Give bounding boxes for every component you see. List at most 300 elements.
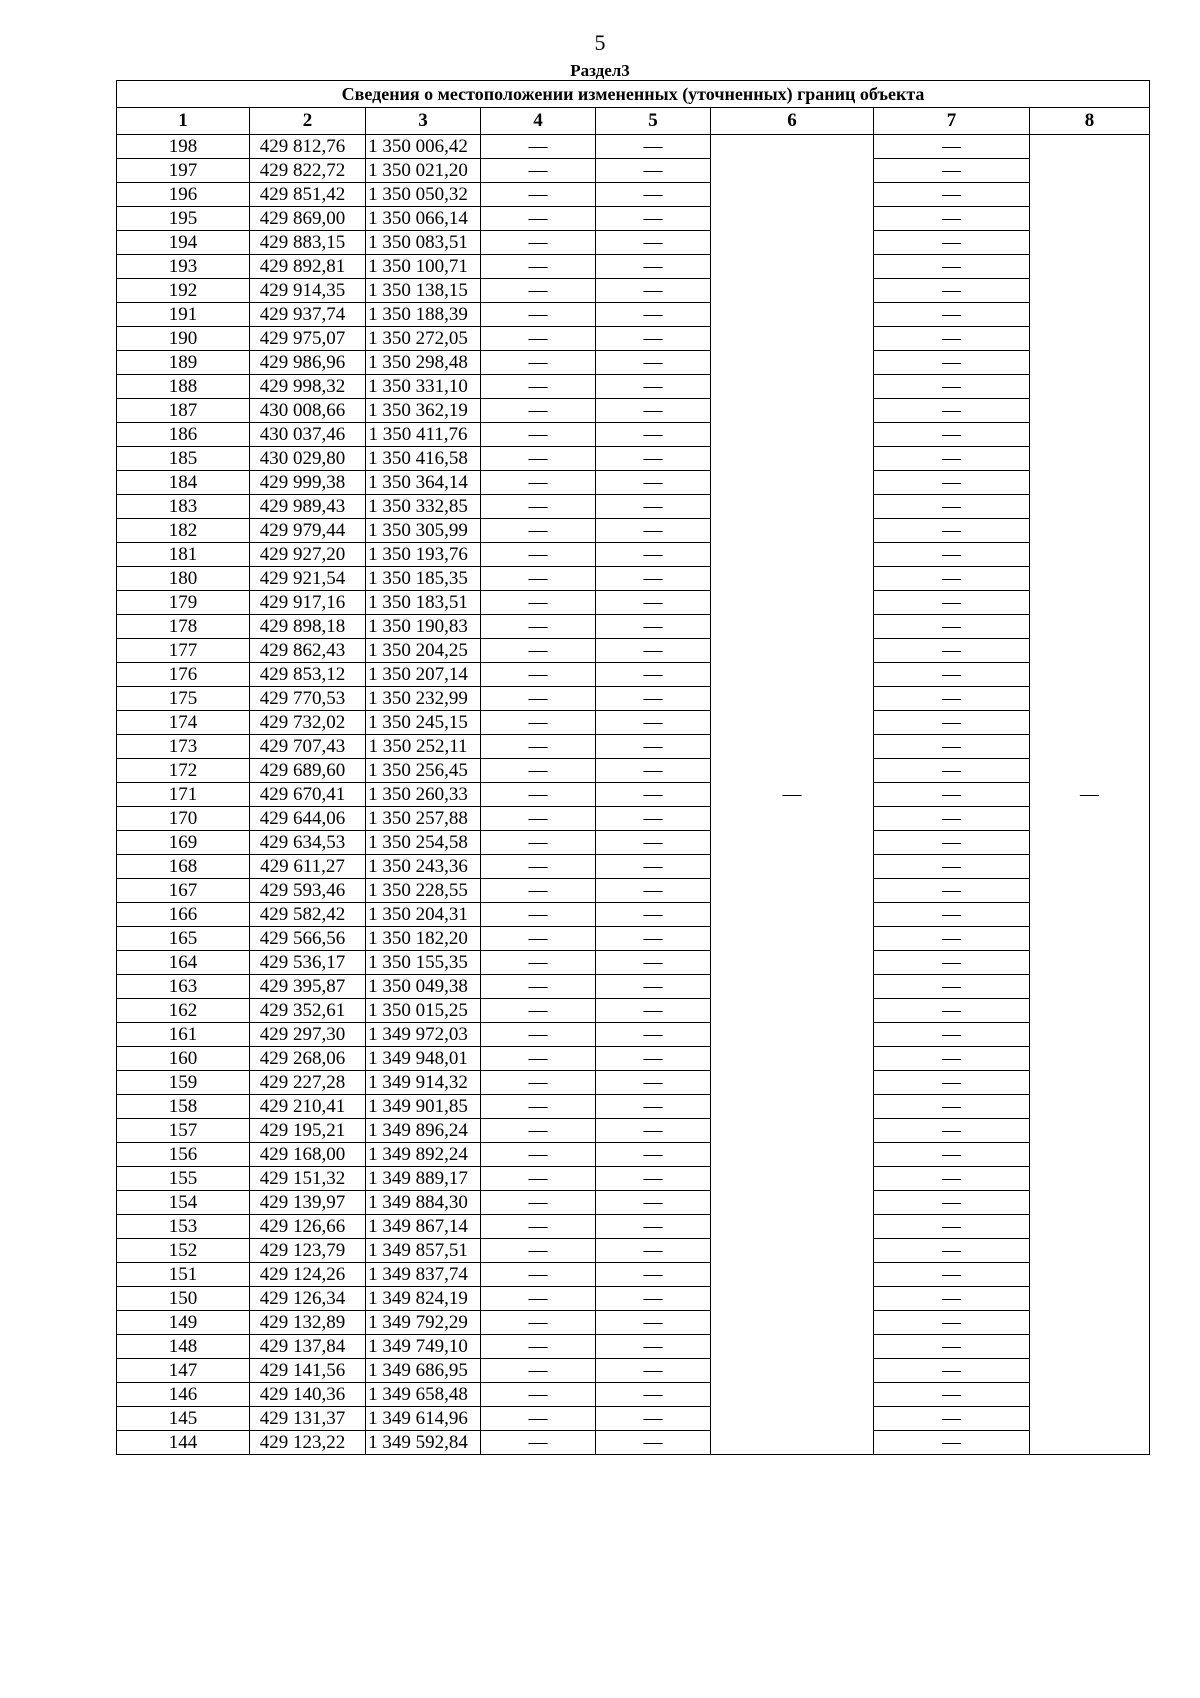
table-row [117, 135, 1150, 159]
x-coordinate-cell: 429 151,32 [250, 1167, 366, 1191]
column-5-dash-cell: — [596, 399, 711, 423]
x-coordinate-cell: 429 914,35 [250, 279, 366, 303]
column-4-dash-cell: — [481, 1023, 596, 1047]
table-row [117, 231, 1150, 255]
x-coordinate-cell: 429 352,61 [250, 999, 366, 1023]
column-7-dash-cell: — [874, 591, 1030, 615]
column-7-dash-cell: — [874, 135, 1030, 159]
point-number-cell: 165 [117, 927, 250, 951]
column-number: 7 [874, 108, 1030, 135]
column-number: 5 [596, 108, 711, 135]
column-7-dash-cell: — [874, 999, 1030, 1023]
point-number-cell: 174 [117, 711, 250, 735]
column-5-dash-cell: — [596, 567, 711, 591]
y-coordinate-cell: 1 350 050,32 [366, 183, 481, 207]
column-7-dash-cell: — [874, 159, 1030, 183]
x-coordinate-cell: 429 989,43 [250, 495, 366, 519]
x-coordinate-cell: 429 999,38 [250, 471, 366, 495]
column-7-dash-cell: — [874, 1383, 1030, 1407]
x-coordinate-cell: 429 123,22 [250, 1431, 366, 1455]
table-row [117, 615, 1150, 639]
column-4-dash-cell: — [481, 951, 596, 975]
column-7-dash-cell: — [874, 279, 1030, 303]
point-number-cell: 195 [117, 207, 250, 231]
column-4-dash-cell: — [481, 807, 596, 831]
x-coordinate-cell: 429 141,56 [250, 1359, 366, 1383]
y-coordinate-cell: 1 350 232,99 [366, 687, 481, 711]
x-coordinate-cell: 429 566,56 [250, 927, 366, 951]
column-7-dash-cell: — [874, 255, 1030, 279]
point-number-cell: 160 [117, 1047, 250, 1071]
x-coordinate-cell: 429 137,84 [250, 1335, 366, 1359]
column-7-dash-cell: — [874, 903, 1030, 927]
column-7-dash-cell: — [874, 519, 1030, 543]
x-coordinate-cell: 429 126,66 [250, 1215, 366, 1239]
column-7-dash-cell: — [874, 1263, 1030, 1287]
x-coordinate-cell: 429 611,27 [250, 855, 366, 879]
column-4-dash-cell: — [481, 855, 596, 879]
point-number-cell: 191 [117, 303, 250, 327]
column-7-dash-cell: — [874, 831, 1030, 855]
table-row [117, 1431, 1150, 1455]
column-7-dash-cell: — [874, 759, 1030, 783]
column-5-dash-cell: — [596, 1119, 711, 1143]
point-number-cell: 162 [117, 999, 250, 1023]
table-row [117, 1095, 1150, 1119]
y-coordinate-cell: 1 350 049,38 [366, 975, 481, 999]
column-5-dash-cell: — [596, 351, 711, 375]
column-5-dash-cell: — [596, 1407, 711, 1431]
point-number-cell: 146 [117, 1383, 250, 1407]
column-5-dash-cell: — [596, 975, 711, 999]
point-number-cell: 155 [117, 1167, 250, 1191]
column-4-dash-cell: — [481, 1095, 596, 1119]
y-coordinate-cell: 1 349 892,24 [366, 1143, 481, 1167]
y-coordinate-cell: 1 350 190,83 [366, 615, 481, 639]
x-coordinate-cell: 429 892,81 [250, 255, 366, 279]
column-5-dash-cell: — [596, 879, 711, 903]
point-number-cell: 181 [117, 543, 250, 567]
table-row [117, 1143, 1150, 1167]
column-7-dash-cell: — [874, 1335, 1030, 1359]
column-5-dash-cell: — [596, 159, 711, 183]
table-row [117, 663, 1150, 687]
column-7-dash-cell: — [874, 399, 1030, 423]
section-label: Раздел3 [570, 61, 630, 80]
column-5-dash-cell: — [596, 1047, 711, 1071]
table-row [117, 999, 1150, 1023]
x-coordinate-cell: 429 853,12 [250, 663, 366, 687]
y-coordinate-cell: 1 349 884,30 [366, 1191, 481, 1215]
table-row [117, 159, 1150, 183]
y-coordinate-cell: 1 350 083,51 [366, 231, 481, 255]
point-number-cell: 194 [117, 231, 250, 255]
y-coordinate-cell: 1 350 138,15 [366, 279, 481, 303]
table-row [117, 1071, 1150, 1095]
table-row [117, 399, 1150, 423]
column-5-dash-cell: — [596, 735, 711, 759]
column-4-dash-cell: — [481, 663, 596, 687]
column-7-dash-cell: — [874, 927, 1030, 951]
column-5-dash-cell: — [596, 903, 711, 927]
column-4-dash-cell: — [481, 1215, 596, 1239]
point-number-cell: 158 [117, 1095, 250, 1119]
column-5-dash-cell: — [596, 1167, 711, 1191]
y-coordinate-cell: 1 350 254,58 [366, 831, 481, 855]
point-number-cell: 196 [117, 183, 250, 207]
point-number-cell: 188 [117, 375, 250, 399]
table-row [117, 927, 1150, 951]
y-coordinate-cell: 1 349 824,19 [366, 1287, 481, 1311]
table-row [117, 1023, 1150, 1047]
y-coordinate-cell: 1 349 972,03 [366, 1023, 481, 1047]
column-5-dash-cell: — [596, 687, 711, 711]
column-7-dash-cell: — [874, 855, 1030, 879]
column-4-dash-cell: — [481, 783, 596, 807]
column-4-dash-cell: — [481, 759, 596, 783]
column-7-dash-cell: — [874, 1431, 1030, 1455]
column-4-dash-cell: — [481, 303, 596, 327]
column-5-dash-cell: — [596, 783, 711, 807]
column-5-dash-cell: — [596, 1263, 711, 1287]
y-coordinate-cell: 1 350 256,45 [366, 759, 481, 783]
column-7-dash-cell: — [874, 207, 1030, 231]
column-4-dash-cell: — [481, 1071, 596, 1095]
column-7-dash-cell: — [874, 327, 1030, 351]
y-coordinate-cell: 1 349 749,10 [366, 1335, 481, 1359]
column-5-dash-cell: — [596, 327, 711, 351]
column-5-dash-cell: — [596, 1335, 711, 1359]
x-coordinate-cell: 429 124,26 [250, 1263, 366, 1287]
column-7-dash-cell: — [874, 639, 1030, 663]
table-row [117, 1047, 1150, 1071]
x-coordinate-cell: 429 670,41 [250, 783, 366, 807]
boundary-coordinates-table [116, 80, 1150, 1455]
column-7-dash-cell: — [874, 303, 1030, 327]
table-row [117, 831, 1150, 855]
y-coordinate-cell: 1 350 006,42 [366, 135, 481, 159]
column-7-dash-cell: — [874, 735, 1030, 759]
y-coordinate-cell: 1 349 914,32 [366, 1071, 481, 1095]
column-7-dash-cell: — [874, 975, 1030, 999]
x-coordinate-cell: 430 029,80 [250, 447, 366, 471]
column-number: 4 [481, 108, 596, 135]
y-coordinate-cell: 1 349 896,24 [366, 1119, 481, 1143]
table-row [117, 855, 1150, 879]
point-number-cell: 169 [117, 831, 250, 855]
y-coordinate-cell: 1 350 100,71 [366, 255, 481, 279]
point-number-cell: 164 [117, 951, 250, 975]
column-5-dash-cell: — [596, 495, 711, 519]
y-coordinate-cell: 1 350 204,31 [366, 903, 481, 927]
point-number-cell: 153 [117, 1215, 250, 1239]
column-7-dash-cell: — [874, 1095, 1030, 1119]
column-7-dash-cell: — [874, 1023, 1030, 1047]
point-number-cell: 183 [117, 495, 250, 519]
column-7-dash-cell: — [874, 1311, 1030, 1335]
table-row [117, 1215, 1150, 1239]
table-row [117, 351, 1150, 375]
column-5-dash-cell: — [596, 1143, 711, 1167]
y-coordinate-cell: 1 349 901,85 [366, 1095, 481, 1119]
point-number-cell: 150 [117, 1287, 250, 1311]
table-row [117, 783, 1150, 807]
column-4-dash-cell: — [481, 687, 596, 711]
point-number-cell: 193 [117, 255, 250, 279]
column-4-dash-cell: — [481, 711, 596, 735]
point-number-cell: 156 [117, 1143, 250, 1167]
y-coordinate-cell: 1 349 857,51 [366, 1239, 481, 1263]
y-coordinate-cell: 1 350 021,20 [366, 159, 481, 183]
y-coordinate-cell: 1 350 364,14 [366, 471, 481, 495]
column-4-dash-cell: — [481, 567, 596, 591]
column-4-dash-cell: — [481, 255, 596, 279]
table-row [117, 375, 1150, 399]
y-coordinate-cell: 1 349 867,14 [366, 1215, 481, 1239]
y-coordinate-cell: 1 349 889,17 [366, 1167, 481, 1191]
point-number-cell: 168 [117, 855, 250, 879]
column-5-dash-cell: — [596, 807, 711, 831]
column-7-dash-cell: — [874, 615, 1030, 639]
table-row [117, 447, 1150, 471]
point-number-cell: 192 [117, 279, 250, 303]
column-4-dash-cell: — [481, 615, 596, 639]
point-number-cell: 144 [117, 1431, 250, 1455]
x-coordinate-cell: 429 883,15 [250, 231, 366, 255]
x-coordinate-cell: 429 770,53 [250, 687, 366, 711]
x-coordinate-cell: 429 644,06 [250, 807, 366, 831]
table-row [117, 543, 1150, 567]
y-coordinate-cell: 1 350 183,51 [366, 591, 481, 615]
column-5-dash-cell: — [596, 615, 711, 639]
column-4-dash-cell: — [481, 639, 596, 663]
table-row [117, 1263, 1150, 1287]
point-number-cell: 161 [117, 1023, 250, 1047]
point-number-cell: 170 [117, 807, 250, 831]
table-row [117, 471, 1150, 495]
x-coordinate-cell: 429 986,96 [250, 351, 366, 375]
table-row [117, 1335, 1150, 1359]
column-5-dash-cell: — [596, 1383, 711, 1407]
column-4-dash-cell: — [481, 351, 596, 375]
column-7-dash-cell: — [874, 1191, 1030, 1215]
column-7-dash-cell: — [874, 1359, 1030, 1383]
point-number-cell: 172 [117, 759, 250, 783]
x-coordinate-cell: 429 812,76 [250, 135, 366, 159]
column-7-dash-cell: — [874, 447, 1030, 471]
column-5-dash-cell: — [596, 183, 711, 207]
x-coordinate-cell: 429 126,34 [250, 1287, 366, 1311]
point-number-cell: 189 [117, 351, 250, 375]
column-4-dash-cell: — [481, 423, 596, 447]
x-coordinate-cell: 429 979,44 [250, 519, 366, 543]
table-row [117, 495, 1150, 519]
y-coordinate-cell: 1 349 614,96 [366, 1407, 481, 1431]
column-4-dash-cell: — [481, 231, 596, 255]
x-coordinate-cell: 429 732,02 [250, 711, 366, 735]
column-5-dash-cell: — [596, 1287, 711, 1311]
column-5-dash-cell: — [596, 1191, 711, 1215]
column-4-dash-cell: — [481, 1335, 596, 1359]
x-coordinate-cell: 429 937,74 [250, 303, 366, 327]
point-number-cell: 182 [117, 519, 250, 543]
table-caption: Сведения о местоположении измененных (уточненных) границ объекта [117, 81, 1150, 108]
point-number-cell: 148 [117, 1335, 250, 1359]
point-number-cell: 149 [117, 1311, 250, 1335]
table-row [117, 1119, 1150, 1143]
column-5-dash-cell: — [596, 1095, 711, 1119]
point-number-cell: 184 [117, 471, 250, 495]
table-row [117, 639, 1150, 663]
column-7-dash-cell: — [874, 1047, 1030, 1071]
column-5-dash-cell: — [596, 951, 711, 975]
x-coordinate-cell: 429 297,30 [250, 1023, 366, 1047]
table-row [117, 183, 1150, 207]
y-coordinate-cell: 1 350 155,35 [366, 951, 481, 975]
y-coordinate-cell: 1 350 260,33 [366, 783, 481, 807]
column-5-dash-cell: — [596, 711, 711, 735]
column-6-merged-dash-cell: — [711, 135, 874, 1455]
point-number-cell: 186 [117, 423, 250, 447]
y-coordinate-cell: 1 350 185,35 [366, 567, 481, 591]
column-number: 6 [711, 108, 874, 135]
column-number: 1 [117, 108, 250, 135]
column-5-dash-cell: — [596, 927, 711, 951]
column-5-dash-cell: — [596, 1239, 711, 1263]
y-coordinate-cell: 1 350 331,10 [366, 375, 481, 399]
point-number-cell: 166 [117, 903, 250, 927]
column-4-dash-cell: — [481, 999, 596, 1023]
column-5-dash-cell: — [596, 303, 711, 327]
x-coordinate-cell: 429 582,42 [250, 903, 366, 927]
y-coordinate-cell: 1 350 411,76 [366, 423, 481, 447]
column-5-dash-cell: — [596, 519, 711, 543]
column-5-dash-cell: — [596, 231, 711, 255]
point-number-cell: 190 [117, 327, 250, 351]
column-7-dash-cell: — [874, 471, 1030, 495]
x-coordinate-cell: 429 132,89 [250, 1311, 366, 1335]
y-coordinate-cell: 1 350 182,20 [366, 927, 481, 951]
point-number-cell: 173 [117, 735, 250, 759]
column-7-dash-cell: — [874, 1239, 1030, 1263]
column-4-dash-cell: — [481, 135, 596, 159]
x-coordinate-cell: 430 008,66 [250, 399, 366, 423]
column-4-dash-cell: — [481, 1287, 596, 1311]
table-row [117, 1359, 1150, 1383]
y-coordinate-cell: 1 349 658,48 [366, 1383, 481, 1407]
y-coordinate-cell: 1 350 228,55 [366, 879, 481, 903]
column-5-dash-cell: — [596, 279, 711, 303]
column-7-dash-cell: — [874, 351, 1030, 375]
column-5-dash-cell: — [596, 591, 711, 615]
x-coordinate-cell: 429 593,46 [250, 879, 366, 903]
point-number-cell: 198 [117, 135, 250, 159]
column-number: 2 [250, 108, 366, 135]
table-row [117, 879, 1150, 903]
point-number-cell: 197 [117, 159, 250, 183]
x-coordinate-cell: 429 227,28 [250, 1071, 366, 1095]
table-row [117, 807, 1150, 831]
table-row [117, 951, 1150, 975]
column-4-dash-cell: — [481, 1167, 596, 1191]
column-4-dash-cell: — [481, 1239, 596, 1263]
x-coordinate-cell: 429 707,43 [250, 735, 366, 759]
y-coordinate-cell: 1 350 305,99 [366, 519, 481, 543]
x-coordinate-cell: 429 921,54 [250, 567, 366, 591]
point-number-cell: 171 [117, 783, 250, 807]
table-row [117, 207, 1150, 231]
table-row [117, 711, 1150, 735]
column-7-dash-cell: — [874, 1167, 1030, 1191]
column-4-dash-cell: — [481, 927, 596, 951]
column-7-dash-cell: — [874, 495, 1030, 519]
column-7-dash-cell: — [874, 1287, 1030, 1311]
column-4-dash-cell: — [481, 327, 596, 351]
x-coordinate-cell: 429 927,20 [250, 543, 366, 567]
column-4-dash-cell: — [481, 975, 596, 999]
column-5-dash-cell: — [596, 1359, 711, 1383]
point-number-cell: 187 [117, 399, 250, 423]
x-coordinate-cell: 429 195,21 [250, 1119, 366, 1143]
column-7-dash-cell: — [874, 807, 1030, 831]
column-5-dash-cell: — [596, 1215, 711, 1239]
column-5-dash-cell: — [596, 855, 711, 879]
page-number: 5 [594, 30, 606, 55]
column-7-dash-cell: — [874, 567, 1030, 591]
x-coordinate-cell: 429 131,37 [250, 1407, 366, 1431]
table-row [117, 591, 1150, 615]
table-row [117, 1287, 1150, 1311]
x-coordinate-cell: 429 898,18 [250, 615, 366, 639]
x-coordinate-cell: 429 917,16 [250, 591, 366, 615]
y-coordinate-cell: 1 349 592,84 [366, 1431, 481, 1455]
point-number-cell: 167 [117, 879, 250, 903]
y-coordinate-cell: 1 350 245,15 [366, 711, 481, 735]
x-coordinate-cell: 429 536,17 [250, 951, 366, 975]
x-coordinate-cell: 429 975,07 [250, 327, 366, 351]
column-7-dash-cell: — [874, 231, 1030, 255]
x-coordinate-cell: 429 869,00 [250, 207, 366, 231]
column-4-dash-cell: — [481, 1311, 596, 1335]
column-4-dash-cell: — [481, 879, 596, 903]
column-7-dash-cell: — [874, 543, 1030, 567]
point-number-cell: 185 [117, 447, 250, 471]
column-4-dash-cell: — [481, 903, 596, 927]
column-5-dash-cell: — [596, 663, 711, 687]
column-5-dash-cell: — [596, 135, 711, 159]
y-coordinate-cell: 1 350 066,14 [366, 207, 481, 231]
table-row [117, 1407, 1150, 1431]
x-coordinate-cell: 429 168,00 [250, 1143, 366, 1167]
table-row [117, 279, 1150, 303]
column-5-dash-cell: — [596, 1071, 711, 1095]
y-coordinate-cell: 1 350 243,36 [366, 855, 481, 879]
table-row [117, 567, 1150, 591]
column-4-dash-cell: — [481, 831, 596, 855]
column-4-dash-cell: — [481, 1359, 596, 1383]
table-row [117, 759, 1150, 783]
column-number-row [117, 108, 1150, 135]
x-coordinate-cell: 429 998,32 [250, 375, 366, 399]
column-4-dash-cell: — [481, 1047, 596, 1071]
column-5-dash-cell: — [596, 1311, 711, 1335]
x-coordinate-cell: 429 634,53 [250, 831, 366, 855]
column-5-dash-cell: — [596, 375, 711, 399]
y-coordinate-cell: 1 350 188,39 [366, 303, 481, 327]
column-7-dash-cell: — [874, 951, 1030, 975]
point-number-cell: 159 [117, 1071, 250, 1095]
column-4-dash-cell: — [481, 159, 596, 183]
